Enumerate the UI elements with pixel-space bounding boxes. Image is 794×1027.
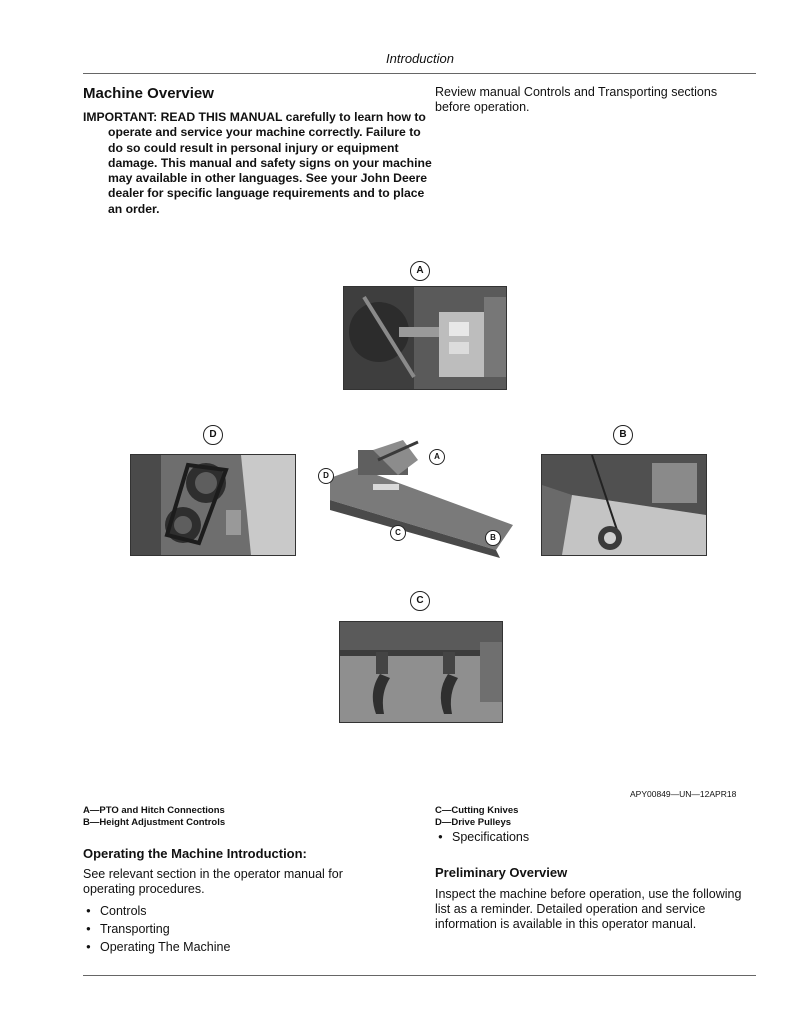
operating-list [83, 902, 230, 956]
preliminary-heading: Preliminary Overview [435, 865, 568, 880]
list-item: ● Transporting [83, 920, 230, 938]
legend-right [435, 805, 518, 828]
callout-d-center: D [318, 468, 334, 484]
preliminary-text: Inspect the machine before operation, use the following list as a reminder. Detailed operation and service information is available in this operator manual. [435, 887, 742, 931]
photo-drive-pulleys [130, 454, 296, 556]
machine-overview-heading: Machine Overview [83, 85, 214, 102]
legend-left [83, 805, 225, 828]
operating-list-continued [435, 828, 529, 846]
list-item: ● Operating The Machine [83, 938, 230, 956]
important-notice: IMPORTANT: READ THIS MANUAL carefully to learn how to operate and service your machine correctly. Failure to do so could result in personal injury or equipment damage. This manual and safety signs on your machine may available in other languages. See your John Deere dealer for specific language requirements and to place an order. [83, 110, 432, 216]
callout-a-center: A [429, 449, 445, 465]
footer-rule [83, 975, 756, 976]
callout-a-top: A [410, 261, 430, 281]
operating-text: See relevant section in the operator manual for operating procedures. [83, 867, 343, 896]
header-rule [83, 73, 756, 74]
legend-item-b: B—Height Adjustment Controls [83, 816, 226, 828]
list-item: ● Controls [83, 902, 230, 920]
figure-reference: APY00849—UN—12APR18 [630, 789, 737, 799]
list-item: ● Specifications [435, 828, 529, 846]
callout-b-center: B [485, 530, 501, 546]
photo-pto-hitch [343, 286, 507, 390]
review-note: Review manual Controls and Transporting sections before operation. [435, 85, 718, 114]
legend-item-d: D—Drive Pulleys [435, 816, 512, 828]
callout-b-top: B [613, 425, 633, 445]
callout-c-top: C [410, 591, 430, 611]
legend-item-a: A—PTO and Hitch Connections [83, 805, 225, 816]
callout-c-center: C [390, 525, 406, 541]
legend-item-c: C—Cutting Knives [435, 805, 519, 816]
photo-cutting-knives [339, 621, 503, 723]
photo-height-adjustment [541, 454, 707, 556]
callout-d-top: D [203, 425, 223, 445]
operating-heading: Operating the Machine Introduction: [83, 846, 307, 861]
page-section-title: Introduction [386, 51, 454, 66]
